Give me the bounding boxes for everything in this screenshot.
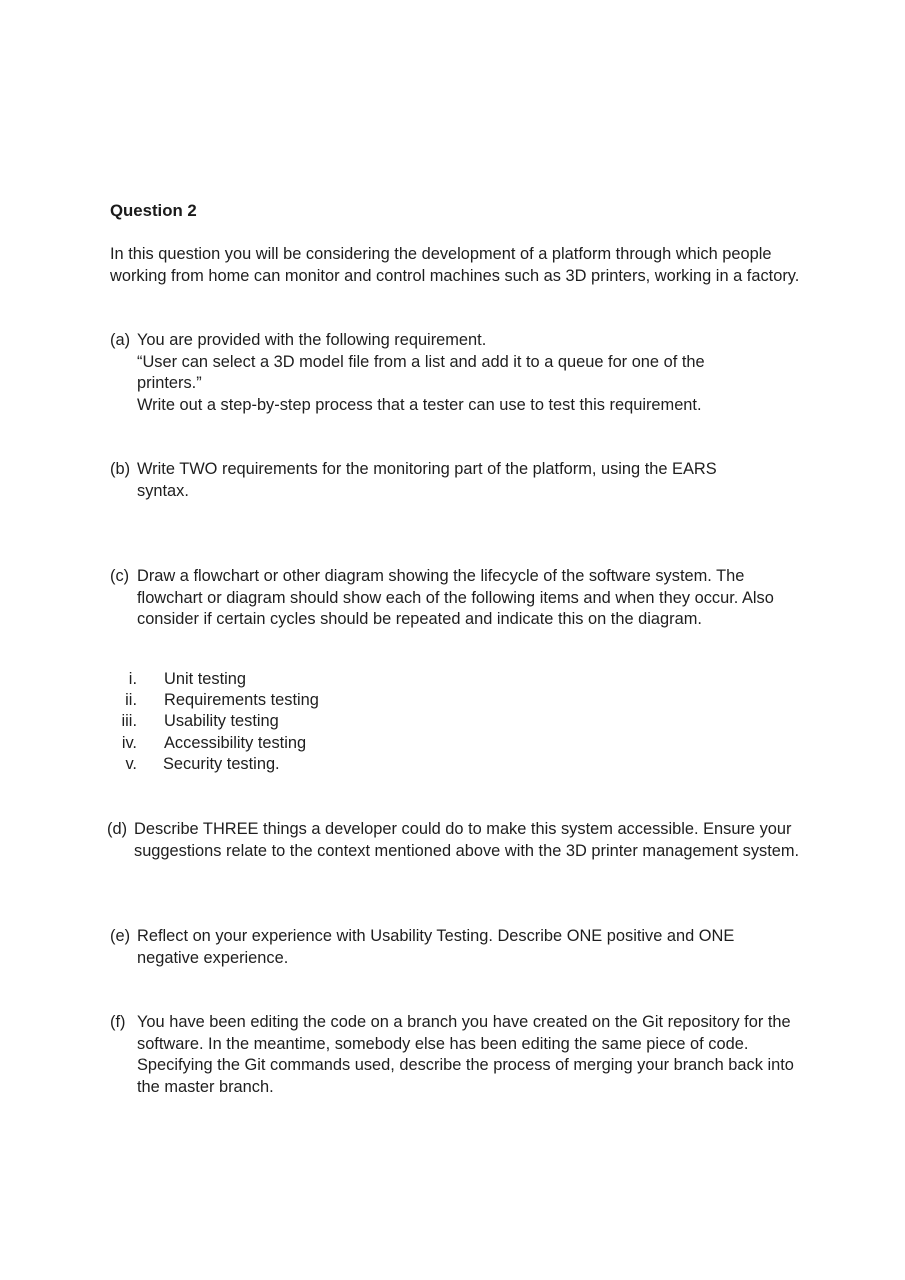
question-intro: In this question you will be considering the development of a platform through which people working from home can monitor and control machines such as 3D printers, working in a factory. [110,245,800,285]
question-title: Question 2 [110,201,197,220]
list-item-number: iv. [121,734,137,752]
list-item-number: ii. [125,691,137,709]
list-item-text: Usability testing [164,712,279,730]
list-item [110,711,510,733]
part-b-label: (b) [110,460,131,478]
part-d-text: Describe THREE things a developer could do to make this system accessible. Ensure your suggestions relate to the context mentioned above with the 3D printer management system. [134,820,800,860]
list-item-number: i. [128,670,137,688]
part-f-text: You have been editing the code on a branch you have created on the Git repository for the software. In the meantime, somebody else has been editing the same piece of code. Specifying the Git commands used, describe the process of merging your branch back into the master branch. [137,1013,794,1096]
list-item [110,733,510,755]
list-item-text: Requirements testing [164,691,319,709]
list-item-text: Unit testing [164,670,246,688]
list-item-number: v. [125,755,137,773]
part-e-text: Reflect on your experience with Usability Testing. Describe ONE positive and ONE negative experience. [137,927,735,967]
part-c-text: Draw a flowchart or other diagram showing the lifecycle of the software system. The flowchart or diagram should show each of the following items and when they occur. Also consider if certain cycles should be repeated and indicate this on the diagram. [137,567,774,628]
part-e-label: (e) [110,927,131,945]
list-item-text: Security testing. [163,755,280,773]
part-a-instruction: Write out a step-by-step process that a tester can use to test this requirement. [137,395,702,414]
part-c-label: (c) [110,567,130,585]
list-item-number: iii. [121,712,137,730]
part-a-line-1: You are provided with the following requirement. [137,331,487,349]
part-a-requirement-quote: “User can select a 3D model file from a list and add it to a queue for one of the printers.” [137,352,705,392]
part-b-text: Write TWO requirements for the monitoring part of the platform, using the EARS syntax. [137,460,717,500]
part-a-body [137,330,817,416]
list-item-text: Accessibility testing [164,734,307,752]
part-f-label: (f) [110,1013,126,1031]
part-a-label: (a) [110,331,131,349]
list-item [110,669,510,691]
list-item [110,690,510,712]
part-d-label: (d) [107,820,128,838]
list-item [110,754,510,776]
